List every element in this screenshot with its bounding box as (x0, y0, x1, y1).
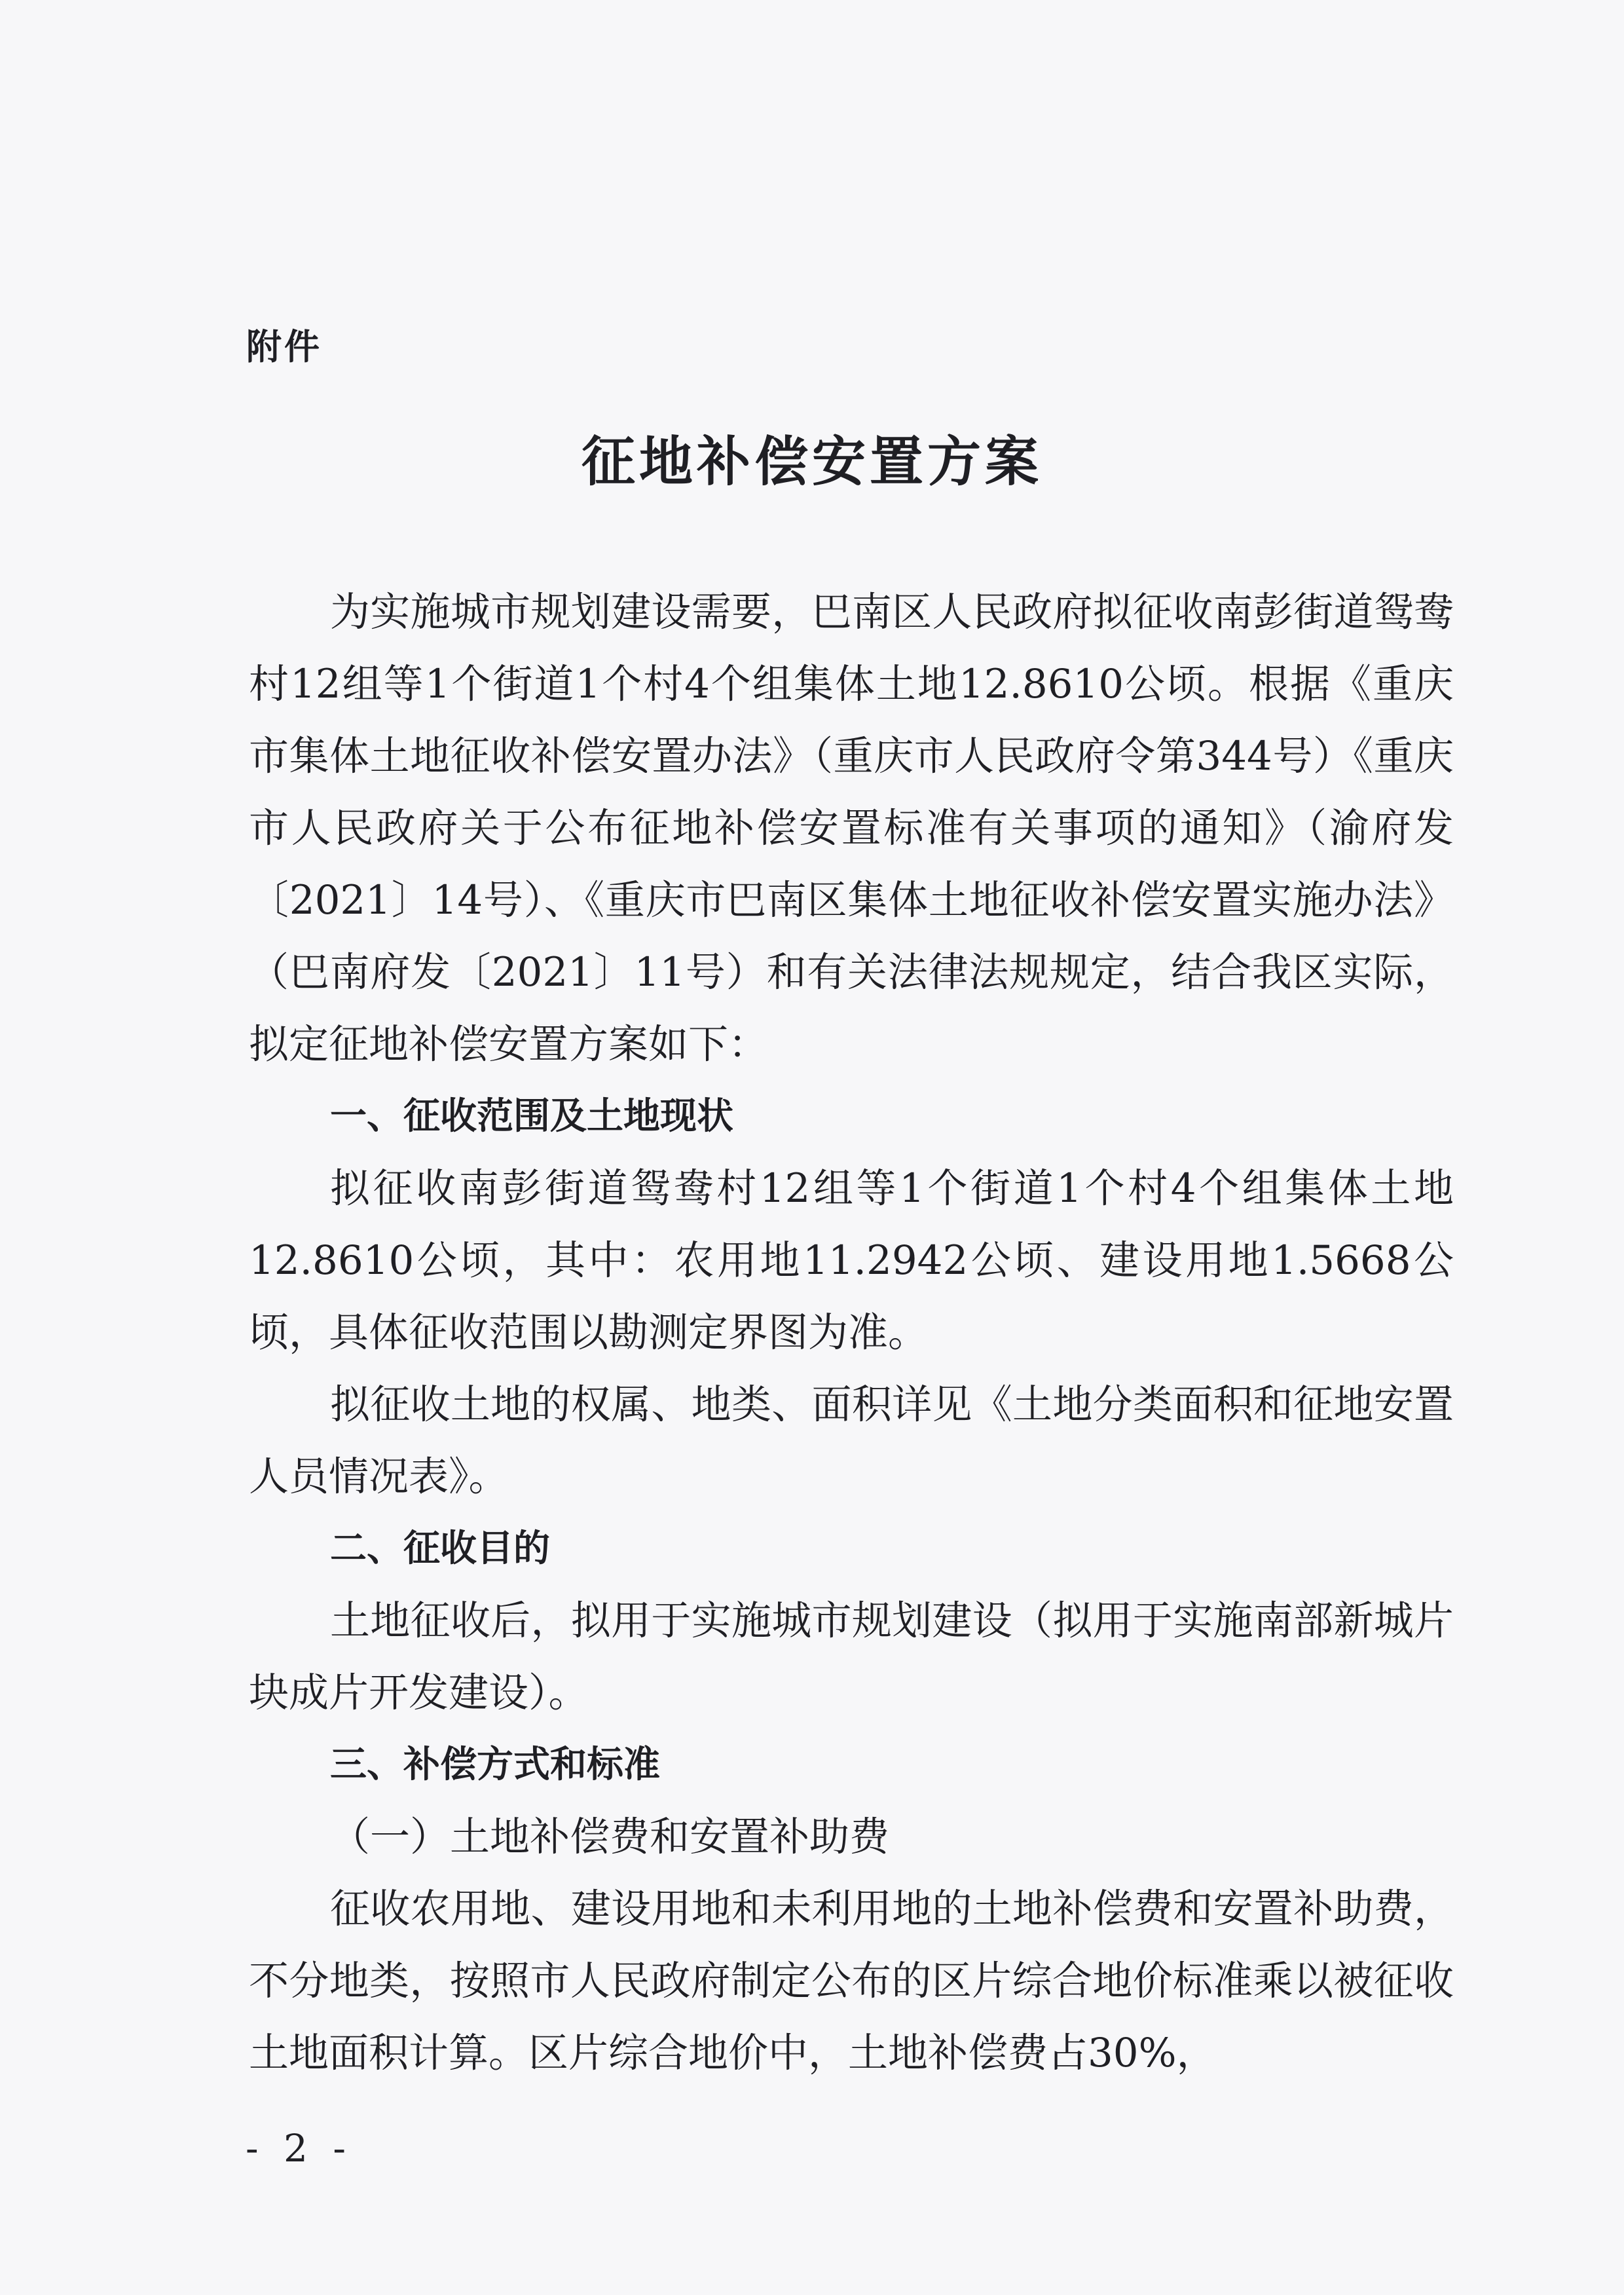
section-heading-compensation: 三、补偿方式和标准 (330, 1744, 660, 1786)
attachment-label: 附件 (246, 326, 322, 367)
section-heading-scope: 一、征收范围及土地现状 (330, 1095, 733, 1138)
page-number: - 2 - (246, 2126, 352, 2171)
document-body (249, 576, 1454, 2089)
scope-paragraph: 拟征收南彭街道鸳鸯村12组等1个街道1个村4个组集体土地12.8610公顷，其中：农用地11.2942公顷、建设用地1.5668公顷，具体征收范围以勘测定界图为准。 (249, 1165, 1454, 1356)
intro-paragraph: 为实施城市规划建设需要，巴南区人民政府拟征收南彭街道鸳鸯村12组等1个街道1个村4个组集体土地12.8610公顷。根据《重庆市集体土地征收补偿安置办法》（重庆市人民政府令第344号）《重庆市人民政府关于公布征地补偿安置标准有关事项的通知》（渝府发〔2021〕14号）、《重庆市巴南区集体土地征收补偿安置实施办法》（巴南府发〔2021〕11号）和有关法律法规规定，结合我区实际，拟定征地补偿安置方案如下： (249, 589, 1454, 1068)
subsection-heading-land-compensation: （一）土地补偿费和安置补助费 (330, 1814, 890, 1860)
compensation-paragraph: 征收农用地、建设用地和未利用地的土地补偿费和安置补助费，不分地类，按照市人民政府制定公布的区片综合地价标准乘以被征收土地面积计算。区片综合地价中，土地补偿费占30%， (249, 1886, 1454, 2076)
ownership-paragraph: 拟征收土地的权属、地类、面积详见《土地分类面积和征地安置人员情况表》。 (249, 1381, 1454, 1500)
document-title: 征地补偿安置方案 (581, 430, 1043, 493)
section-heading-purpose: 二、征收目的 (330, 1527, 550, 1570)
purpose-paragraph: 土地征收后，拟用于实施城市规划建设（拟用于实施南部新城片块成片开发建设）。 (249, 1597, 1454, 1716)
